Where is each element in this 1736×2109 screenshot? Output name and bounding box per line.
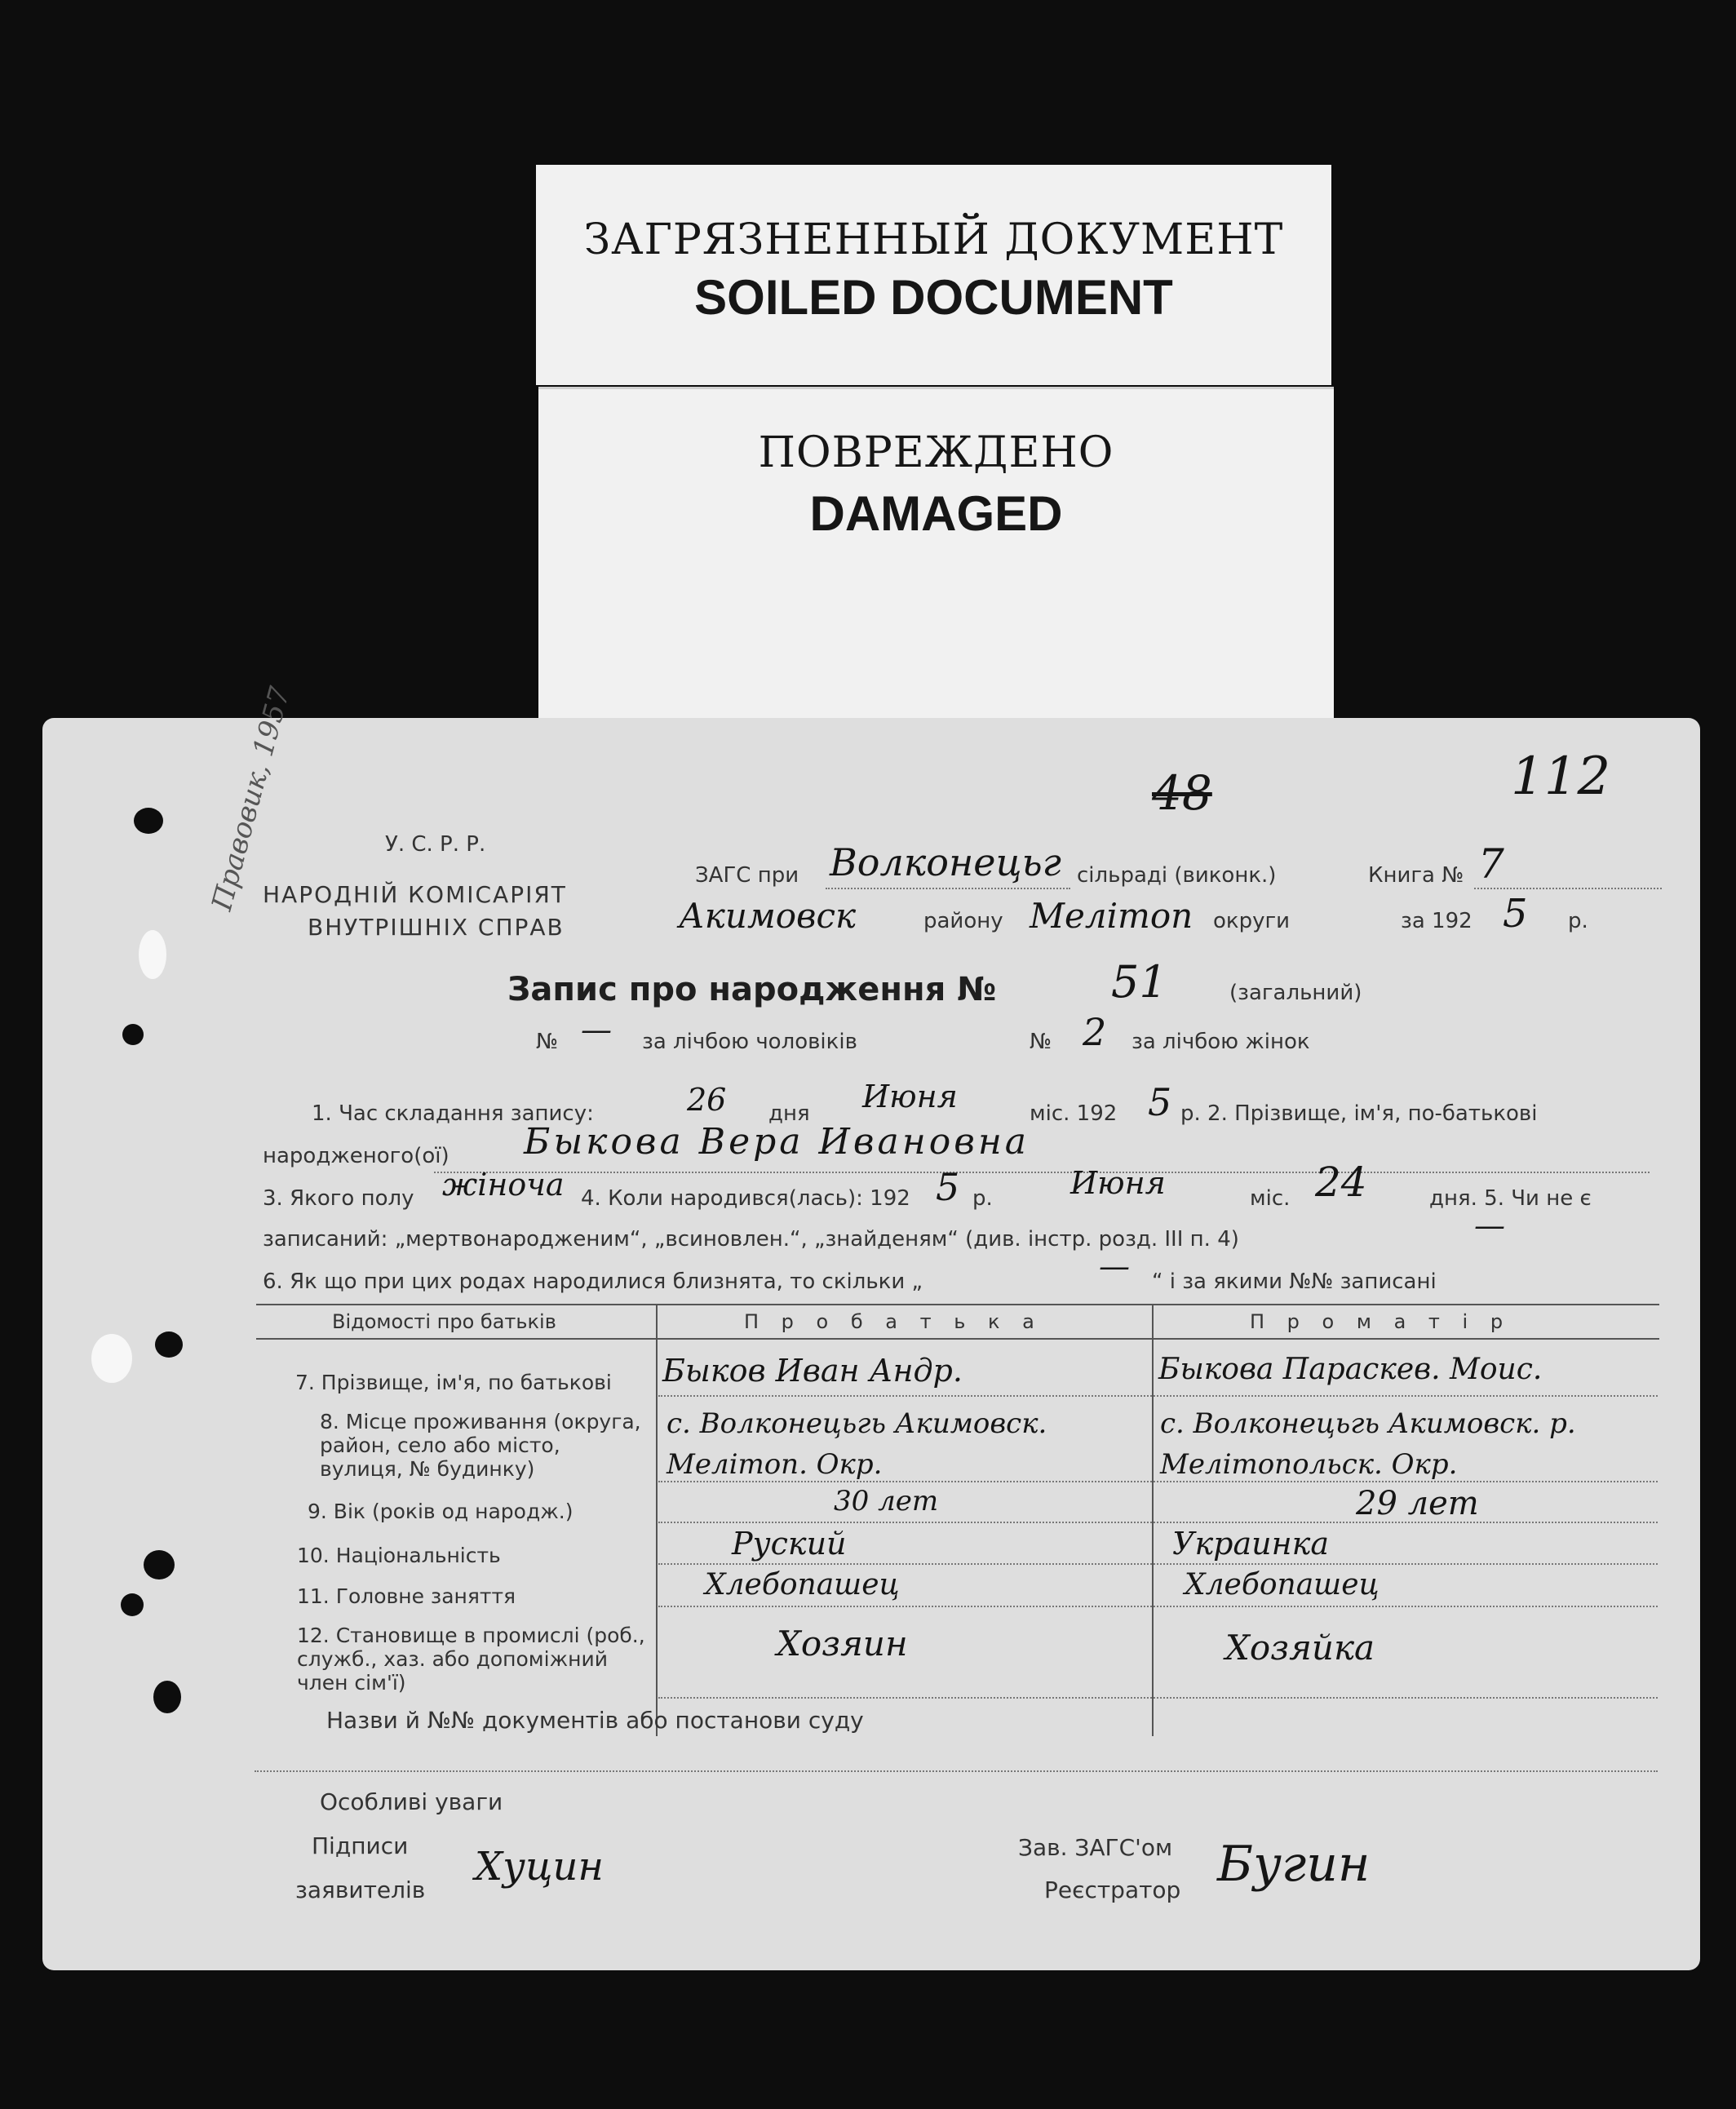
- field4-label: 4. Коли народився(лась): 192: [581, 1186, 910, 1211]
- table-head-rule: [256, 1338, 1659, 1340]
- child-sex: жіноча: [442, 1167, 565, 1203]
- zags-head-label: Зав. ЗАГС'ом: [1018, 1834, 1173, 1861]
- year-label: за 192: [1401, 909, 1472, 933]
- field3-label: 3. Якого полу: [263, 1186, 414, 1211]
- book-label: Книга №: [1368, 863, 1464, 888]
- field6-label: 6. Як що при цих родах народилися близнята, то скільки „: [263, 1269, 923, 1294]
- field4-year: 5: [936, 1165, 960, 1209]
- row-label-residence: 8. Місце проживання (округа, район, село або місто, вулиця, № будинку): [320, 1410, 641, 1481]
- okrug-value: Мелітоп: [1030, 896, 1194, 936]
- field2-label: р. 2. Прізвище, ім'я, по-батькові: [1180, 1101, 1538, 1126]
- rayon-value: Акимовск: [679, 896, 857, 936]
- child-name: Быкова Вера Ивановна: [524, 1121, 1030, 1163]
- field4-r: р.: [972, 1186, 993, 1211]
- mother-occupation: Хлебопашец: [1185, 1568, 1380, 1602]
- field1-month: Июня: [862, 1079, 958, 1114]
- field6-value: —: [1099, 1248, 1130, 1284]
- birth-record-sheet: [42, 683, 1700, 1970]
- punch-hole: [144, 1550, 175, 1580]
- punch-hole: [155, 1331, 183, 1358]
- commissariat-line1: НАРОДНІЙ КОМІСАРІЯТ: [263, 881, 567, 908]
- father-status: Хозяин: [777, 1624, 908, 1664]
- row-label-status: 12. Становище в промислі (роб., служб., хаз. або допоміжний член сім'ї): [297, 1624, 645, 1695]
- commissariat-line2: ВНУТРІШНІХ СПРАВ: [308, 914, 565, 941]
- punch-hole: [134, 808, 163, 834]
- child-name-line: [434, 1172, 1650, 1173]
- row-guide: [658, 1522, 1658, 1523]
- field1-label: 1. Час складання запису:: [312, 1101, 594, 1126]
- row-guide: [658, 1563, 1658, 1565]
- applicant-signature: Хуцин: [475, 1844, 604, 1890]
- field5-line2: записаний: „мертвонародженим“, „всиновлен.“, „знайденям“ (див. інстр. розд. III п. 4): [263, 1227, 1239, 1252]
- mother-status: Хозяйка: [1225, 1628, 1375, 1668]
- women-count-value: 2: [1083, 1010, 1107, 1054]
- damaged-label: [538, 387, 1334, 725]
- zags-prefix: ЗАГС при: [695, 863, 799, 888]
- table-head-mother: П р о м а т і р: [1250, 1310, 1512, 1333]
- republic-label: У. С. Р. Р.: [385, 832, 486, 857]
- record-general: (загальний): [1229, 981, 1362, 1005]
- father-age: 30 лет: [834, 1485, 939, 1518]
- field4-month: Июня: [1070, 1165, 1166, 1201]
- damaged-label-ru: ПОВРЕЖДЕНО: [758, 428, 1114, 477]
- record-title: Запис про народження №: [507, 971, 997, 1008]
- table-head-info: Відомості про батьків: [332, 1310, 556, 1333]
- punch-hole: [122, 1024, 144, 1045]
- table-head-father: П р о б а т ь к а: [744, 1310, 1043, 1333]
- zags-suffix: сільраді (виконк.): [1077, 863, 1277, 888]
- registrar-signature: Бугин: [1217, 1836, 1371, 1893]
- father-residence: с. Волконецьгь Акимовск. Мелітоп. Окр.: [666, 1407, 1047, 1481]
- men-count-label: за лічбою чоловіків: [642, 1030, 857, 1054]
- row-guide: [658, 1606, 1658, 1607]
- notes-label: Особливі уваги: [320, 1788, 503, 1815]
- rayon-label: району: [923, 909, 1003, 933]
- field5-label: дня. 5. Чи не є: [1429, 1186, 1592, 1211]
- punch-hole: [121, 1593, 144, 1616]
- table-top-rule: [256, 1304, 1659, 1305]
- field4-month-label: міс.: [1250, 1186, 1291, 1211]
- margin-note: Правовик, 1957: [206, 683, 297, 915]
- father-nationality: Руский: [732, 1526, 847, 1562]
- women-count-prefix: №: [1030, 1030, 1052, 1054]
- soiled-document-label: [536, 165, 1331, 385]
- row-label-occupation: 11. Головне заняття: [297, 1584, 516, 1608]
- row-guide: [658, 1395, 1658, 1397]
- field6-suffix: “ і за якими №№ записані: [1152, 1269, 1437, 1294]
- field1-day-label: дня: [768, 1101, 810, 1126]
- soiled-label-ru: ЗАГРЯЗНЕННЫЙ ДОКУМЕНТ: [583, 215, 1284, 264]
- year-digit: 5: [1503, 891, 1528, 937]
- table-col-divider-2: [1152, 1304, 1154, 1736]
- registrar-label: Реєстратор: [1044, 1876, 1181, 1903]
- docs-label: Назви й №№ документів або постанови суду: [326, 1707, 864, 1734]
- zags-village: Волконецьг: [830, 840, 1061, 884]
- tear-mark: [139, 930, 166, 979]
- damaged-label-en: DAMAGED: [809, 486, 1063, 541]
- mother-age: 29 лет: [1356, 1485, 1479, 1522]
- archive-number-struck: 48: [1152, 765, 1212, 821]
- record-number: 51: [1111, 956, 1167, 1008]
- row-label-nationality: 10. Національність: [297, 1544, 501, 1567]
- men-count-value: —: [581, 1012, 612, 1048]
- soiled-label-en: SOILED DOCUMENT: [694, 270, 1173, 325]
- row-label-name: 7. Прізвище, ім'я, по батькові: [295, 1371, 612, 1394]
- signatures-label-2: заявителів: [295, 1876, 426, 1903]
- field1-day: 26: [687, 1082, 727, 1118]
- field4-day: 24: [1315, 1159, 1367, 1206]
- field2-sub: народженого(ої): [263, 1144, 450, 1168]
- book-line: [1474, 888, 1662, 889]
- father-name: Быков Иван Андр.: [662, 1353, 963, 1389]
- women-count-label: за лічбою жінок: [1132, 1030, 1310, 1054]
- field1-year: 5: [1148, 1080, 1172, 1124]
- book-number: 7: [1478, 840, 1504, 888]
- row-guide: [658, 1481, 1658, 1482]
- table-col-divider-1: [656, 1304, 658, 1736]
- docs-line: [255, 1770, 1658, 1772]
- okrug-label: округи: [1213, 909, 1291, 933]
- field5-value: —: [1474, 1207, 1505, 1243]
- row-label-age: 9. Вік (років од народж.): [308, 1500, 574, 1523]
- signatures-label-1: Підписи: [312, 1832, 409, 1859]
- mother-nationality: Украинка: [1172, 1526, 1329, 1562]
- men-count-prefix: №: [536, 1030, 559, 1054]
- archive-number: 112: [1511, 747, 1611, 807]
- year-suffix: р.: [1568, 909, 1588, 933]
- mother-name: Быкова Параскев. Моис.: [1158, 1353, 1543, 1386]
- mother-residence: с. Волконецьгь Акимовск. р. Мелітопольск. Окр.: [1160, 1407, 1576, 1481]
- father-occupation: Хлебопашец: [705, 1568, 900, 1602]
- zags-village-line: [826, 888, 1070, 889]
- tear-mark: [91, 1334, 132, 1383]
- row-guide: [658, 1697, 1658, 1699]
- field1-month-label: міс. 192: [1030, 1101, 1118, 1126]
- punch-hole: [153, 1681, 181, 1713]
